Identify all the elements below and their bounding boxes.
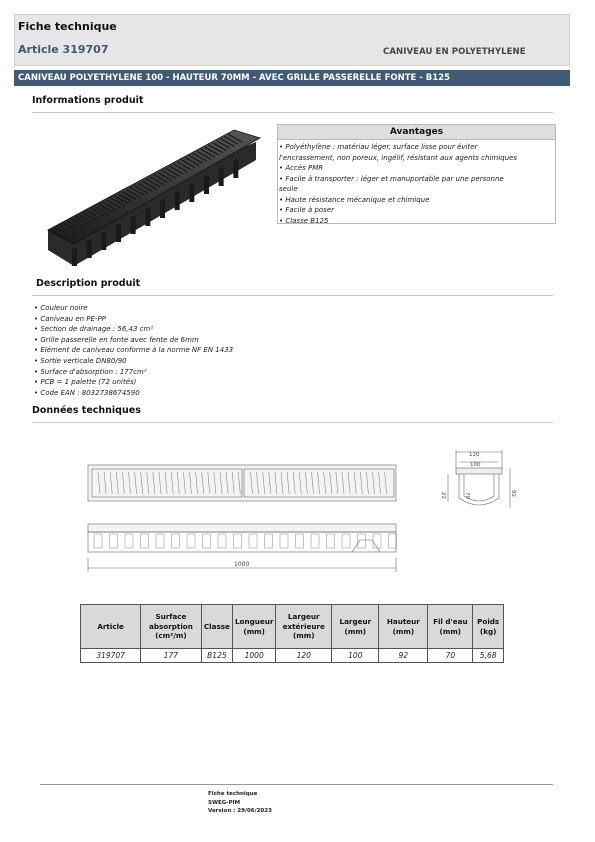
table-cell: 5,68 (473, 649, 504, 663)
footer-divider (40, 784, 553, 785)
column-header: Largeur (mm) (332, 605, 379, 649)
table-cell: B125 (201, 649, 233, 663)
advantage-item: l'encrassement, non poreux, ingélif, résistant aux agents chimiques (279, 153, 517, 162)
description-item: • Elément de caniveau conforme à la norme NF EN 1433 (34, 346, 234, 355)
advantage-item: • Facile à transporter : léger et manuportable par une personne (279, 174, 504, 183)
footer-source: SWEG-PIM (208, 799, 241, 806)
column-header: Hauteur (mm) (379, 605, 428, 649)
column-header: Surface absorption (cm²/m) (141, 605, 201, 649)
table-cell: 319707 (81, 649, 141, 663)
document-type: Fiche technique (18, 20, 117, 33)
advantages-box (277, 124, 556, 224)
dimension-outer-width: 120 (469, 452, 480, 458)
column-header: Poids (kg) (473, 605, 504, 649)
advantages-list (278, 140, 555, 226)
dimension-length: 1000 (234, 561, 250, 568)
advantage-item: seule (279, 185, 298, 193)
info-section-title: Informations produit (32, 95, 144, 106)
technical-drawing-plan (84, 460, 400, 576)
table-header-row (81, 605, 504, 649)
column-header: Largeur extérieure (mm) (276, 605, 332, 649)
description-item: • Surface d'absorption : 177cm² (34, 367, 147, 376)
description-list (34, 303, 334, 398)
technical-section-title: Données techniques (32, 405, 141, 416)
dimension-side: 22 (440, 492, 446, 499)
table-cell: 100 (332, 649, 379, 663)
product-category: CANIVEAU EN POLYETHYLENE (383, 47, 526, 57)
column-header: Longueur (mm) (233, 605, 276, 649)
dimension-inner-width: 100 (470, 462, 481, 468)
info-divider (32, 112, 553, 113)
description-item: • Sortie verticale DN80/90 (34, 356, 127, 365)
advantage-item: • Accès PMR (279, 164, 324, 172)
description-item: • Section de drainage : 56,43 cm² (34, 325, 154, 334)
advantage-item: • Classe B125 (279, 216, 329, 225)
table-cell: 177 (141, 649, 201, 663)
table-cell: 1000 (233, 649, 276, 663)
description-section-title: Description produit (36, 278, 141, 289)
table-cell: 70 (428, 649, 473, 663)
column-header: Article (81, 605, 141, 649)
table-cell: 92 (379, 649, 428, 663)
description-item: • Caniveau en PE-PP (34, 314, 106, 323)
footer-version: Version : 29/06/2023 (208, 808, 272, 814)
advantage-item: • Facile à poser (279, 206, 335, 214)
table-cell: 120 (276, 649, 332, 663)
footer-doc-type: Fiche technique (208, 791, 258, 797)
description-divider (32, 295, 553, 296)
product-title-banner: CANIVEAU POLYETHYLENE 100 - HAUTEUR 70MM - AVEC GRILLE PASSERELLE FONTE - B125 (14, 70, 570, 86)
description-item: • PCB = 1 palette (72 unités) (34, 378, 137, 387)
article-number: Article 319707 (18, 43, 109, 56)
description-item: • Code EAN : 8032738674590 (34, 388, 140, 397)
advantages-title: Avantages (278, 125, 555, 140)
dimension-height: 92 (510, 490, 516, 497)
table-row (81, 649, 504, 663)
advantage-item: • Haute résistance mécanique et chimique (279, 195, 430, 204)
technical-table (80, 604, 504, 663)
dimension-water-level: 70 (464, 492, 470, 499)
footer (208, 790, 272, 816)
product-image (44, 126, 266, 272)
technical-divider (32, 422, 553, 423)
column-header: Fil d'eau (mm) (428, 605, 473, 649)
description-item: • Couleur noire (34, 304, 88, 312)
column-header: Classe (201, 605, 233, 649)
advantage-item: • Polyéthylène : matériau léger, surface lisse pour éviter (279, 143, 478, 151)
description-item: • Grille passerelle en fonte avec fente de 6mm (34, 335, 199, 344)
technical-drawing-section (440, 448, 520, 516)
